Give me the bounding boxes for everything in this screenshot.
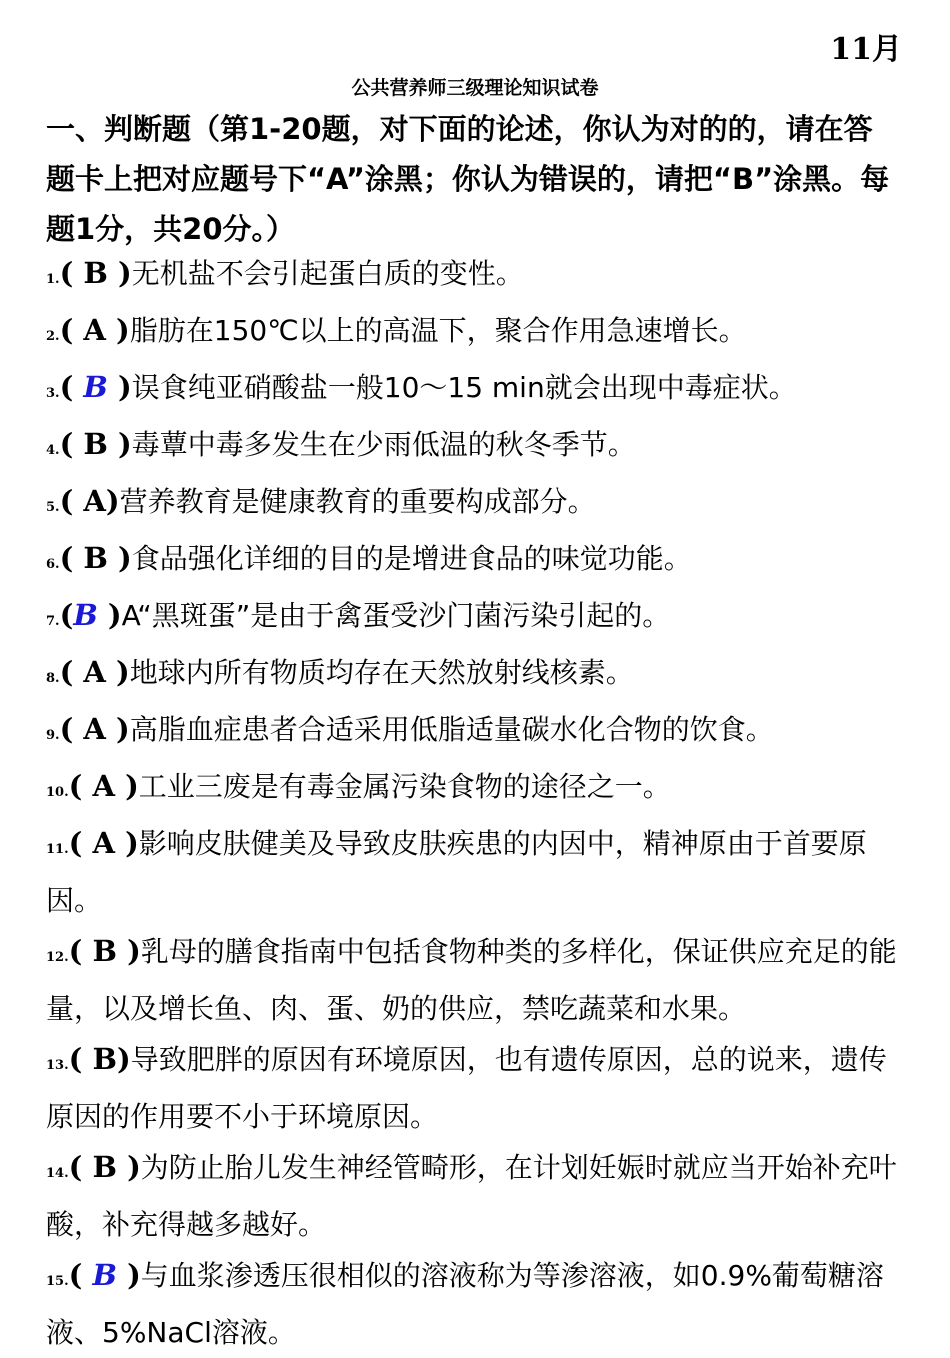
question-item: 4.( B )毒蕈中毒多发生在少雨低温的秋冬季节。 <box>46 427 636 461</box>
answer-mark: A <box>83 655 106 689</box>
question-number: 10. <box>46 785 69 800</box>
question-text: A“黑斑蛋”是由于禽蛋受沙门菌污染引起的。 <box>121 599 671 632</box>
answer-mark: B <box>83 256 108 290</box>
question-text: 地球内所有物质均存在天然放射线核素。 <box>129 656 634 689</box>
question-number: 11. <box>46 842 69 857</box>
question-item: 2.( A )脂肪在150℃以上的高温下，聚合作用急速增长。 <box>46 313 747 347</box>
answer-mark: B <box>83 370 108 404</box>
question-number: 13. <box>46 1058 69 1073</box>
answer-mark: B <box>73 598 98 632</box>
answer-mark: A <box>92 826 115 860</box>
answer-mark: B <box>92 934 117 968</box>
question-item: 8.( A )地球内所有物质均存在天然放射线核素。 <box>46 655 634 689</box>
question-number: 14. <box>46 1166 69 1181</box>
question-text: 为防止胎儿发生神经管畸形，在计划妊娠时就应当开始补充叶酸，补充得越多越好。 <box>46 1151 897 1241</box>
month-label: 11月 <box>830 32 902 67</box>
question-text: 食品强化详细的目的是增进食品的味觉功能。 <box>131 542 692 575</box>
question-item: 6.( B )食品强化详细的目的是增进食品的味觉功能。 <box>46 541 692 575</box>
question-number: 5. <box>46 500 60 515</box>
question-item: 5.( A)营养教育是健康教育的重要构成部分。 <box>46 484 596 518</box>
question-text: 毒蕈中毒多发生在少雨低温的秋冬季节。 <box>131 428 636 461</box>
question-item: 11.( A )影响皮肤健美及导致皮肤疾患的内因中，精神原由于首要原因。 <box>46 826 867 917</box>
answer-mark: A <box>83 712 106 746</box>
question-number: 8. <box>46 671 60 686</box>
question-number: 15. <box>46 1274 69 1289</box>
section-heading: 一、判断题（第1-20题，对下面的论述，你认为对的的，请在答题卡上把对应题号下“A”涂黑；你认为错误的，请把“B”涂黑。每题1分，共20分。） <box>46 112 890 246</box>
question-item: 12.( B )乳母的膳食指南中包括食物种类的多样化，保证供应充足的能量，以及增长鱼、肉、蛋、奶的供应，禁吃蔬菜和水果。 <box>46 934 897 1025</box>
question-text: 导致肥胖的原因有环境原因，也有遗传原因，总的说来，遗传原因的作用要不小于环境原因。 <box>46 1043 887 1133</box>
question-item: 14.( B )为防止胎儿发生神经管畸形，在计划妊娠时就应当开始补充叶酸，补充得越多越好。 <box>46 1150 897 1241</box>
answer-mark: B <box>92 1150 117 1184</box>
question-text: 无机盐不会引起蛋白质的变性。 <box>131 257 524 290</box>
question-number: 2. <box>46 329 60 344</box>
question-number: 12. <box>46 950 69 965</box>
question-number: 3. <box>46 386 60 401</box>
answer-mark: B <box>92 1042 117 1076</box>
question-text: 误食纯亚硝酸盐一般10～15 min就会出现中毒症状。 <box>131 371 797 404</box>
question-text: 营养教育是健康教育的重要构成部分。 <box>119 485 596 518</box>
exam-title: 公共营养师三级理论知识试卷 <box>351 77 599 99</box>
question-text: 乳母的膳食指南中包括食物种类的多样化，保证供应充足的能量，以及增长鱼、肉、蛋、奶的供应，禁吃蔬菜和水果。 <box>46 935 897 1025</box>
question-item: 3.( B )误食纯亚硝酸盐一般10～15 min就会出现中毒症状。 <box>46 370 797 404</box>
question-item: 7.(B )A“黑斑蛋”是由于禽蛋受沙门菌污染引起的。 <box>46 598 671 632</box>
question-item: 9.( A )高脂血症患者合适采用低脂适量碳水化合物的饮食。 <box>46 712 774 746</box>
question-number: 4. <box>46 443 60 458</box>
answer-mark: A <box>83 484 106 518</box>
answer-mark: A <box>92 769 115 803</box>
question-item: 13.( B)导致肥胖的原因有环境原因，也有遗传原因，总的说来，遗传原因的作用要不小于环境原因。 <box>46 1042 887 1133</box>
question-number: 1. <box>46 272 60 287</box>
question-item: 10.( A )工业三废是有毒金属污染食物的途径之一。 <box>46 769 671 803</box>
question-number: 6. <box>46 557 60 572</box>
question-text: 影响皮肤健美及导致皮肤疾患的内因中，精神原由于首要原因。 <box>46 827 867 917</box>
question-text: 高脂血症患者合适采用低脂适量碳水化合物的饮食。 <box>129 713 774 746</box>
question-number: 7. <box>46 614 60 629</box>
question-text: 工业三废是有毒金属污染食物的途径之一。 <box>138 770 671 803</box>
question-item: 1.( B )无机盐不会引起蛋白质的变性。 <box>46 256 524 290</box>
answer-mark: B <box>83 427 108 461</box>
question-text: 脂肪在150℃以上的高温下，聚合作用急速增长。 <box>129 314 747 347</box>
answer-mark: B <box>92 1258 117 1292</box>
answer-mark: A <box>83 313 106 347</box>
question-number: 9. <box>46 728 60 743</box>
question-list <box>46 248 898 1358</box>
question-item: 15.( B )与血浆渗透压很相似的溶液称为等渗溶液，如0.9%葡萄糖溶液、5%NaCl溶液。 <box>46 1258 884 1349</box>
answer-mark: B <box>83 541 108 575</box>
question-text: 与血浆渗透压很相似的溶液称为等渗溶液，如0.9%葡萄糖溶液、5%NaCl溶液。 <box>46 1259 884 1349</box>
